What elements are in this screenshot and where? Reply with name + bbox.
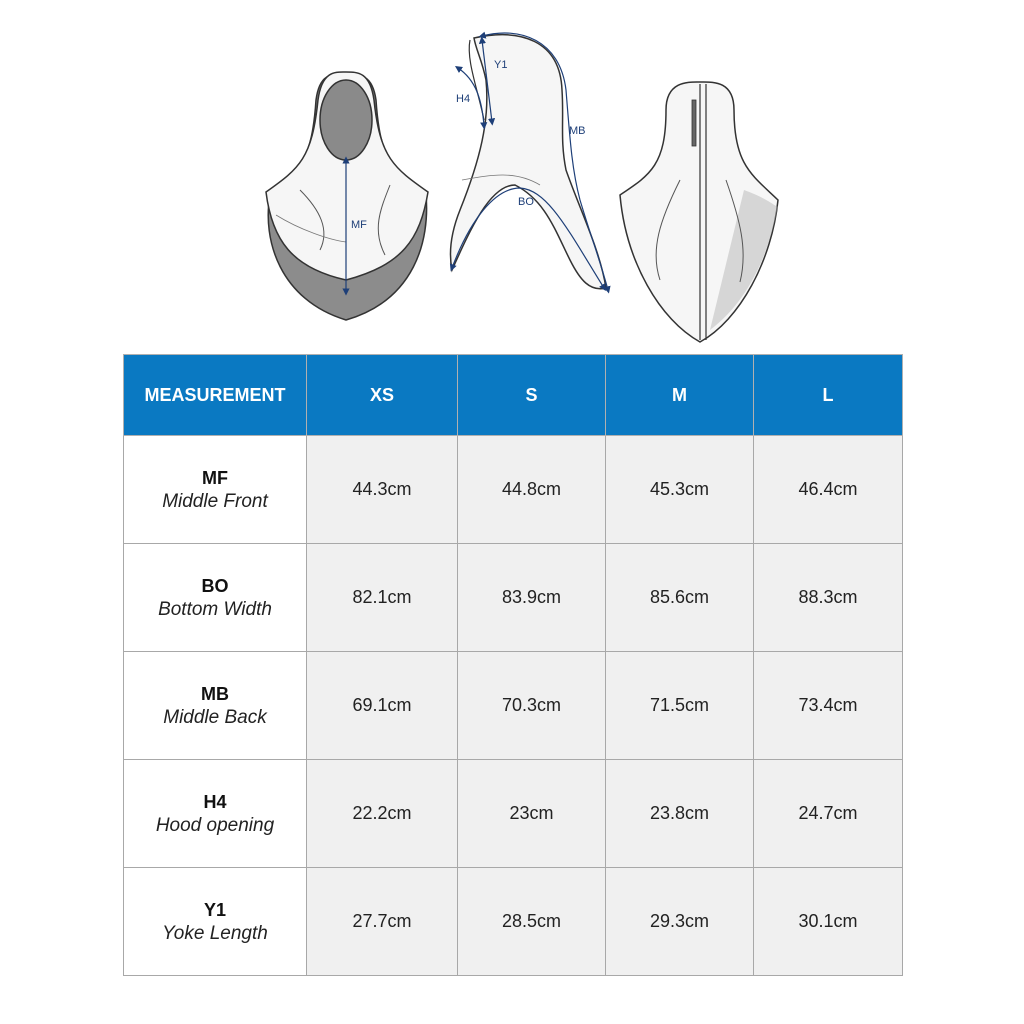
measurement-description: Middle Front — [162, 490, 268, 512]
header-size-xs: XS — [307, 355, 458, 436]
value-cell-m: 29.3cm — [606, 868, 754, 976]
y1-diagram-label: Y1 — [494, 59, 508, 71]
hijab-measurement-diagram — [0, 0, 1024, 350]
measurement-label-cell — [124, 760, 307, 868]
table-row — [124, 652, 903, 760]
h4-diagram-label: H4 — [456, 93, 471, 105]
value-cell-m: 45.3cm — [606, 436, 754, 544]
value-cell-xs: 69.1cm — [307, 652, 458, 760]
value-cell-xs: 44.3cm — [307, 436, 458, 544]
measurement-label-cell — [124, 436, 307, 544]
value-cell-l: 73.4cm — [754, 652, 903, 760]
header-size-l: L — [754, 355, 903, 436]
value-cell-l: 30.1cm — [754, 868, 903, 976]
table-row — [124, 544, 903, 652]
value-cell-xs: 22.2cm — [307, 760, 458, 868]
size-chart-table — [123, 354, 903, 976]
table-row — [124, 868, 903, 976]
value-cell-s: 70.3cm — [458, 652, 606, 760]
measurement-description: Hood opening — [155, 814, 275, 836]
measurement-code: MB — [201, 683, 229, 704]
measurement-description: Middle Back — [163, 706, 267, 728]
table-row — [124, 760, 903, 868]
value-cell-m: 85.6cm — [606, 544, 754, 652]
value-cell-xs: 27.7cm — [307, 868, 458, 976]
table-row — [124, 436, 903, 544]
header-measurement: MEASUREMENT — [124, 355, 307, 436]
bo-diagram-label: BO — [518, 196, 534, 208]
value-cell-m: 71.5cm — [606, 652, 754, 760]
mf-diagram-label: MF — [351, 219, 367, 231]
header-size-m: M — [606, 355, 754, 436]
value-cell-s: 23cm — [458, 760, 606, 868]
measurement-code: MF — [202, 467, 228, 488]
value-cell-l: 88.3cm — [754, 544, 903, 652]
header-size-s: S — [458, 355, 606, 436]
value-cell-l: 24.7cm — [754, 760, 903, 868]
value-cell-xs: 82.1cm — [307, 544, 458, 652]
measurement-label-cell — [124, 652, 307, 760]
measurement-description: Bottom Width — [158, 598, 272, 620]
measurement-code: Y1 — [203, 899, 227, 920]
back-view-drawing — [620, 82, 778, 342]
header-row — [124, 355, 903, 436]
side-view-drawing — [450, 33, 608, 290]
value-cell-s: 28.5cm — [458, 868, 606, 976]
measurement-label-cell — [124, 544, 307, 652]
measurement-description: Yoke Length — [162, 922, 268, 944]
measurement-code: H4 — [203, 791, 227, 812]
front-view-drawing — [266, 72, 428, 320]
measurement-label-cell — [124, 868, 307, 976]
value-cell-s: 83.9cm — [458, 544, 606, 652]
value-cell-s: 44.8cm — [458, 436, 606, 544]
value-cell-m: 23.8cm — [606, 760, 754, 868]
measurement-code: BO — [201, 575, 229, 596]
value-cell-l: 46.4cm — [754, 436, 903, 544]
mb-diagram-label: MB — [569, 125, 586, 137]
